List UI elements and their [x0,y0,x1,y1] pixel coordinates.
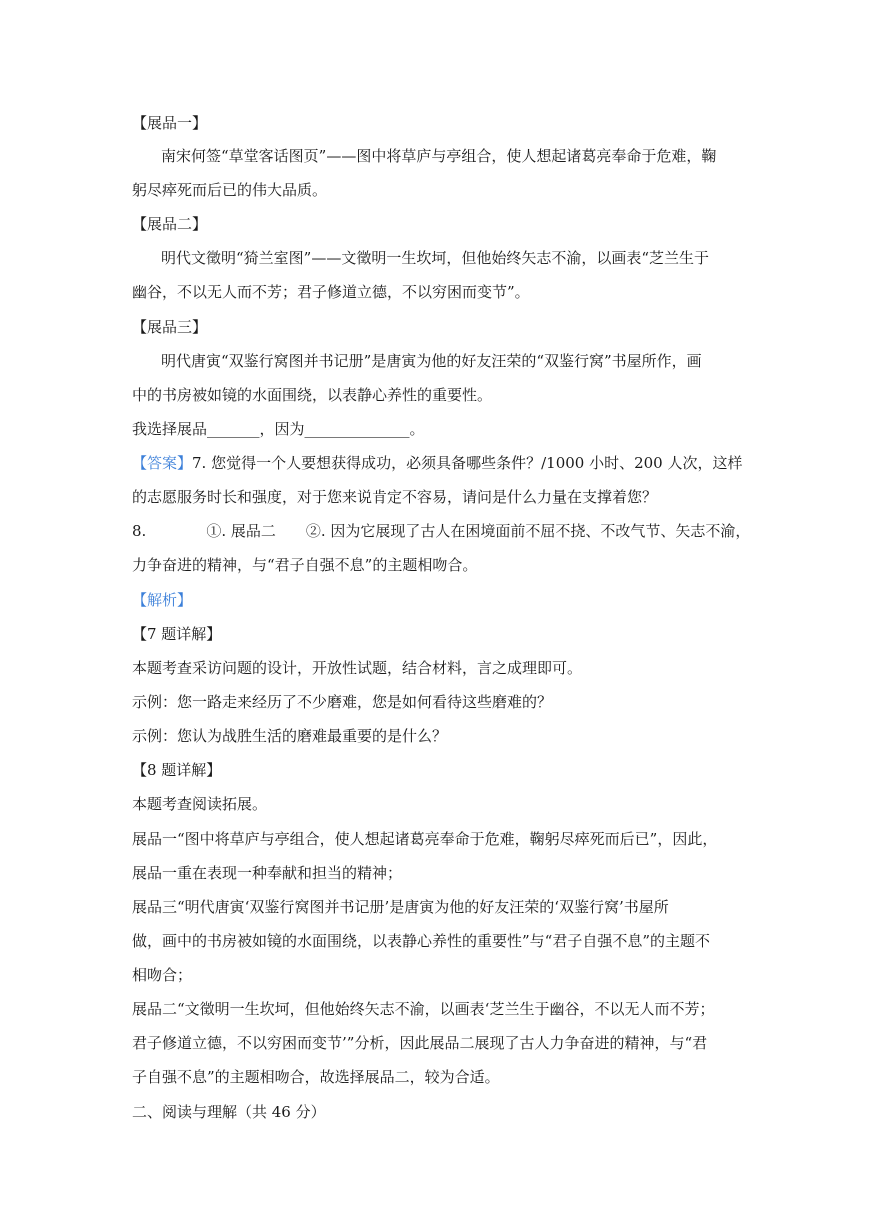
answer-8-part-1: ①. 展品二 [206,522,276,540]
q8-detail-heading: 【8 题详解】 [132,761,222,779]
exhibit-3-text-line-2: 中的书房被如镜的水面围绕，以表静心养性的重要性。 [132,386,493,404]
q7-example-1: 示例：您一路走来经历了不少磨难，您是如何看待这些磨难的？ [132,693,553,711]
q8-exhibit-2-line-3: 子自强不息”的主题相吻合，故选择展品二，较为合适。 [132,1068,500,1086]
q8-exhibit-3-line-2: 做，画中的书房被如镜的水面围绕，以表静心养性的重要性”与“君子自强不息”的主题不 [132,932,711,950]
q8-exhibit-3-line-1: 展品三“明代唐寅‘双鉴行窝图并书记册’是唐寅为他的好友汪荣的‘双鉴行窝’书屋所 [132,898,669,916]
q8-exhibit-1-line-2: 展品一重在表现一种奉献和担当的精神； [132,864,403,882]
answer-line-1 [132,453,869,473]
answer-8-line-1 [132,521,869,541]
answer-7-text: 7. 您觉得一个人要想获得成功，必须具备哪些条件？/1000 小时、200 人次，这样 [192,454,743,472]
q8-exhibit-3-line-3: 相吻合； [132,966,193,984]
choice-prompt: 我选择展品_______，因为______________。 [132,420,425,438]
exhibit-3-text-line-1: 明代唐寅“双鉴行窝图并书记册”是唐寅为他的好友汪荣的“双鉴行窝”书屋所作，画 [161,352,702,370]
answer-label: 【答案】 [132,454,193,472]
answer-8-part-2: ②. 因为它展现了古人在困境面前不屈不挠、不改气节、矢志不渝， [305,522,751,540]
q8-exhibit-2-line-1: 展品二“文徵明一生坎坷，但他始终矢志不渝，以画表‘芝兰生于幽谷，不以无人而不芳； [132,1000,715,1018]
answer-8-number: 8. [132,522,147,540]
answer-line-2: 的志愿服务时长和强度，对于您来说肯定不容易，请问是什么力量在支撑着您？ [132,488,658,506]
q8-exhibit-2-line-2: 君子修道立德，不以穷困而变节’”分析，因此展品二展现了古人力争奋进的精神，与“君 [132,1034,708,1052]
q7-detail-heading: 【7 题详解】 [132,625,222,643]
exhibit-1-heading: 【展品一】 [132,114,208,132]
exhibit-2-text-line-1: 明代文徵明“猗兰室图”——文徵明一生坎坷，但他始终矢志不渝，以画表“芝兰生于 [161,249,710,267]
q8-exhibit-1-line-1: 展品一“图中将草庐与亭组合，使人想起诸葛亮奉命于危难，鞠躬尽瘁死而后已”，因此， [132,830,718,848]
exhibit-2-text-line-2: 幽谷，不以无人而不芳；君子修道立德，不以穷困而变节”。 [132,283,530,301]
q8-detail-intro: 本题考查阅读拓展。 [132,795,268,813]
exhibit-1-text-line-1: 南宋何签“草堂客话图页”——图中将草庐与亭组合，使人想起诸葛亮奉命于危难，鞠 [161,147,717,165]
answer-8-line-2: 力争奋进的精神，与“君子自强不息”的主题相吻合。 [132,556,478,574]
analysis-label: 【解析】 [132,591,193,609]
q7-example-2: 示例：您认为战胜生活的磨难最重要的是什么？ [132,727,448,745]
exhibit-3-heading: 【展品三】 [132,318,208,336]
exhibit-2-heading: 【展品二】 [132,215,208,233]
section-2-heading: 二、阅读与理解（共 46 分） [132,1103,326,1121]
exhibit-1-text-line-2: 躬尽瘁死而后已的伟大品质。 [132,181,328,199]
q7-detail-text: 本题考查采访问题的设计，开放性试题，结合材料，言之成理即可。 [132,659,583,677]
